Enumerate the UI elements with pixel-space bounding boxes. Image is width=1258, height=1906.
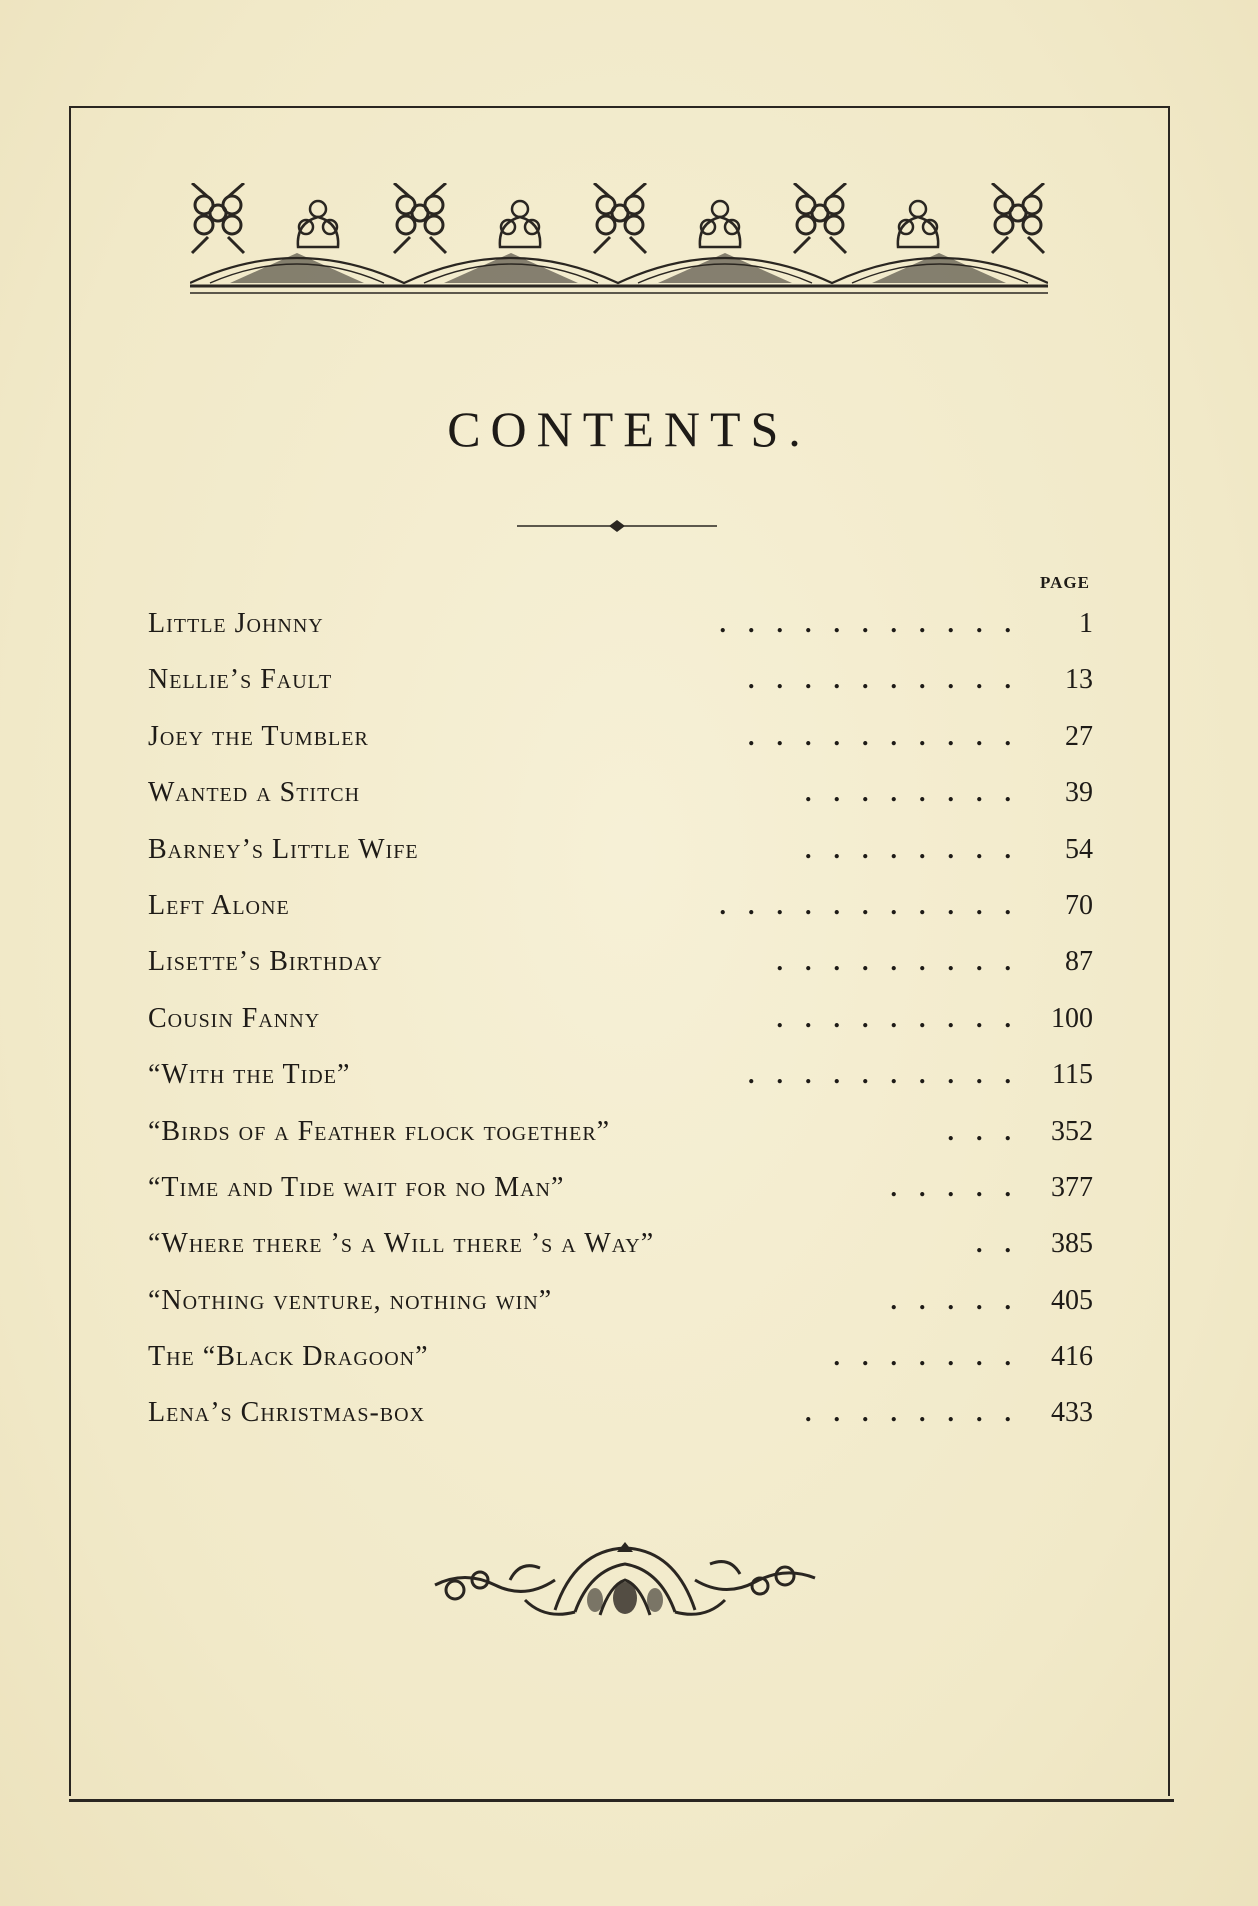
toc-entry-page: 416 — [1051, 1341, 1093, 1373]
leader-dots: ........... — [719, 609, 1033, 638]
toc-entry-title: Barney’s Little Wife — [148, 833, 419, 865]
toc-entry-page: 27 — [1065, 720, 1093, 752]
leader-dots: ........ — [805, 834, 1033, 864]
toc-entry-title: Joey the Tumbler — [148, 720, 369, 752]
scroll-tailpiece-ornament-icon — [425, 1540, 825, 1630]
toc-entry[interactable] — [148, 1216, 1093, 1272]
toc-entry-page: 1 — [1079, 608, 1093, 639]
leader-dots: ....... — [833, 1342, 1033, 1372]
toc-entry[interactable] — [148, 878, 1093, 934]
diamond-rule-icon — [517, 518, 717, 534]
toc-entry-title: Cousin Fanny — [148, 1002, 321, 1034]
page-frame-bottom-rule — [69, 1799, 1174, 1802]
toc-entry[interactable] — [148, 1329, 1093, 1385]
toc-entry-page: 115 — [1052, 1059, 1093, 1091]
toc-entry-title: “Birds of a Feather flock together” — [148, 1115, 611, 1147]
toc-entry-page: 70 — [1065, 889, 1093, 921]
toc-entry[interactable] — [148, 1047, 1093, 1103]
floral-band-ornament-icon — [190, 183, 1048, 298]
toc-entry[interactable] — [148, 765, 1093, 821]
leader-dots: ..... — [890, 1172, 1033, 1202]
toc-entry-page: 433 — [1051, 1397, 1093, 1429]
toc-entry-page: 405 — [1051, 1284, 1093, 1316]
toc-entry[interactable] — [148, 652, 1093, 708]
toc-entry-title: Lena’s Christmas-box — [148, 1397, 426, 1429]
toc-entry[interactable] — [148, 1104, 1093, 1160]
toc-entry-title: “Nothing venture, nothing win” — [148, 1284, 553, 1316]
toc-entry[interactable] — [148, 709, 1093, 765]
toc-entry[interactable] — [148, 1385, 1093, 1441]
toc-entry[interactable] — [148, 596, 1093, 652]
page-column-label: PAGE — [1040, 573, 1090, 592]
toc-entry-title: Nellie’s Fault — [148, 664, 333, 696]
toc-entry-title: “With the Tide” — [148, 1059, 351, 1091]
toc-entry[interactable] — [148, 1273, 1093, 1329]
leader-dots: .......... — [748, 721, 1033, 751]
toc-entry-title: “Time and Tide wait for no Man” — [148, 1171, 565, 1203]
toc-entry-title: Little Johnny — [148, 608, 324, 639]
leader-dots: ..... — [890, 1285, 1033, 1315]
toc-entry-page: 54 — [1065, 833, 1093, 865]
leader-dots: ........ — [805, 1398, 1033, 1428]
toc-entry[interactable] — [148, 991, 1093, 1047]
toc-entry-title: “Where there ’s a Will there ’s a Way” — [148, 1228, 655, 1260]
page-title: CONTENTS. — [447, 401, 811, 457]
leader-dots: ........... — [719, 890, 1033, 920]
toc-entry-title: The “Black Dragoon” — [148, 1341, 429, 1373]
leader-dots: ........ — [805, 778, 1033, 808]
leader-dots: ......... — [776, 1003, 1033, 1033]
toc-entry-page: 352 — [1051, 1115, 1093, 1147]
leader-dots: .. — [976, 1229, 1033, 1259]
toc-entry-page: 39 — [1065, 777, 1093, 809]
toc-entry-title: Lisette’s Birthday — [148, 946, 383, 978]
toc-entry[interactable] — [148, 1160, 1093, 1216]
toc-entry[interactable] — [148, 822, 1093, 878]
toc-entry-page: 385 — [1051, 1228, 1093, 1260]
leader-dots: .......... — [748, 1060, 1033, 1090]
toc-entry-page: 100 — [1051, 1002, 1093, 1034]
leader-dots: .......... — [748, 665, 1033, 695]
toc-entry-title: Left Alone — [148, 889, 290, 921]
toc-entry-page: 377 — [1051, 1171, 1093, 1203]
toc-entry-title: Wanted a Stitch — [148, 777, 361, 809]
toc-entry-page: 13 — [1065, 664, 1093, 696]
leader-dots: ... — [947, 1116, 1033, 1146]
leader-dots: ......... — [776, 947, 1033, 977]
table-of-contents — [148, 596, 1093, 1442]
toc-entry-page: 87 — [1065, 946, 1093, 978]
toc-entry[interactable] — [148, 934, 1093, 990]
